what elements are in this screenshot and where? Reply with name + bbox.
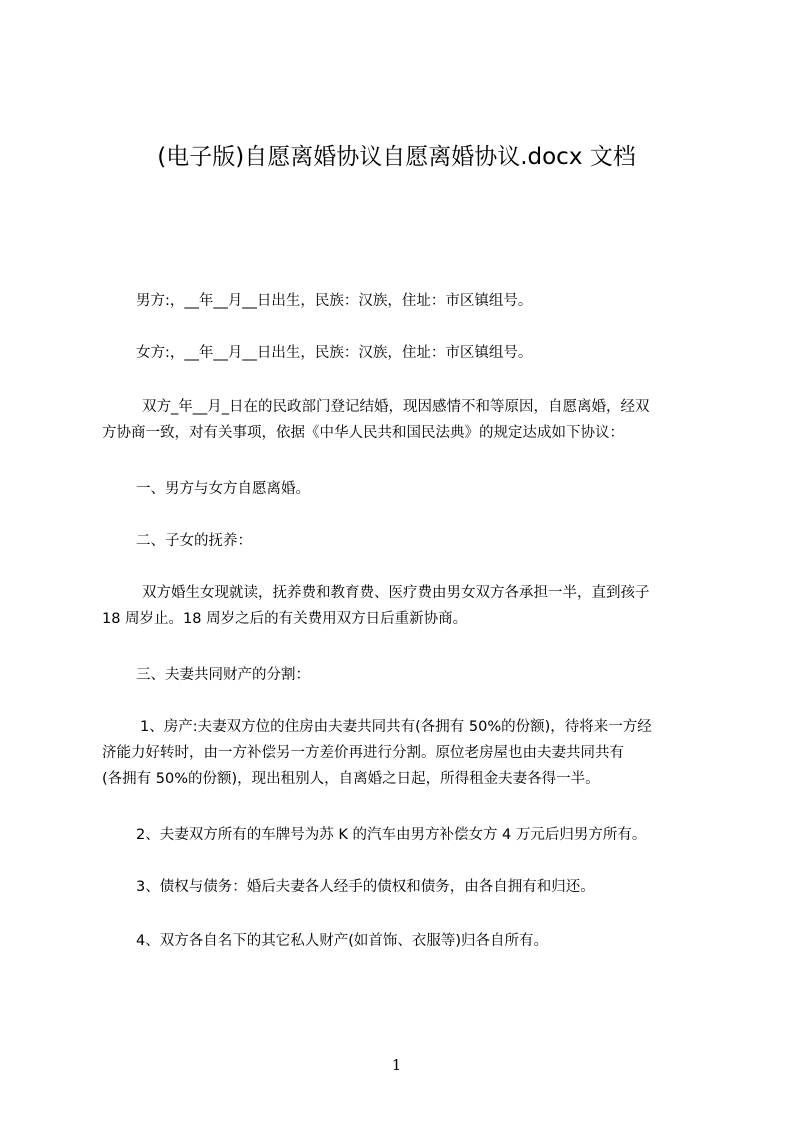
section-heading-child-custody	[102, 528, 702, 554]
document-title: (电子版)自愿离婚协议自愿离婚协议.docx 文档	[157, 144, 636, 170]
text-line: 二、子女的抚养：	[136, 533, 252, 549]
text-line: 方协商一致，对有关事项，依据《中华人民共和国民法典》的规定达成如下协议：	[102, 425, 624, 441]
text-line: 双方婚生女现就读，抚养费和教育费、医疗费由男女双方各承担一半，直到孩子	[142, 585, 650, 601]
paragraph-female-party	[102, 340, 702, 366]
text-line: 男方:，__年__月__日出生，民族：汉族，住址：市区镇组号。	[136, 293, 533, 309]
section-heading-divorce	[102, 476, 702, 502]
paragraph-marriage-registration	[102, 394, 702, 446]
text-line: 一、男方与女方自愿离婚。	[136, 481, 310, 497]
paragraph-house-property	[102, 714, 702, 792]
text-line: 3、债权与债务：婚后夫妻各人经手的债权和债务，由各自拥有和归还。	[136, 879, 595, 895]
paragraph-private-property	[102, 928, 702, 954]
paragraph-debts	[102, 874, 702, 900]
text-line: 三、夫妻共同财产的分割：	[136, 667, 310, 683]
section-heading-property-division	[102, 662, 702, 688]
text-line: 女方:，__年__月__日出生，民族：汉族，住址：市区镇组号。	[136, 345, 533, 361]
text-line: 4、双方各自名下的其它私人财产(如首饰、衣服等)归各自所有。	[136, 933, 549, 949]
text-line: 1、房产:夫妻双方位的住房由夫妻共同共有(各拥有 50%的份额)，待将来一方经	[140, 719, 652, 735]
paragraph-car	[102, 822, 702, 848]
text-line: 双方_年__月_日在的民政部门登记结婚，现因感情不和等原因，自愿离婚，经双	[142, 399, 650, 415]
text-line: (各拥有 50%的份额)，现出租别人，自离婚之日起，所得租金夫妻各得一半。	[102, 771, 600, 787]
text-line: 2、夫妻双方所有的车牌号为苏 K 的汽车由男方补偿女方 4 万元后归男方所有。	[136, 827, 647, 843]
paragraph-child-support	[102, 580, 702, 632]
paragraph-male-party	[102, 288, 702, 314]
text-line: 18 周岁止。18 周岁之后的有关费用双方日后重新协商。	[102, 611, 468, 627]
page-number: 1	[391, 1056, 402, 1074]
text-line: 济能力好转时，由一方补偿另一方差价再进行分割。原位老房屋也由夫妻共同共有	[102, 745, 624, 761]
